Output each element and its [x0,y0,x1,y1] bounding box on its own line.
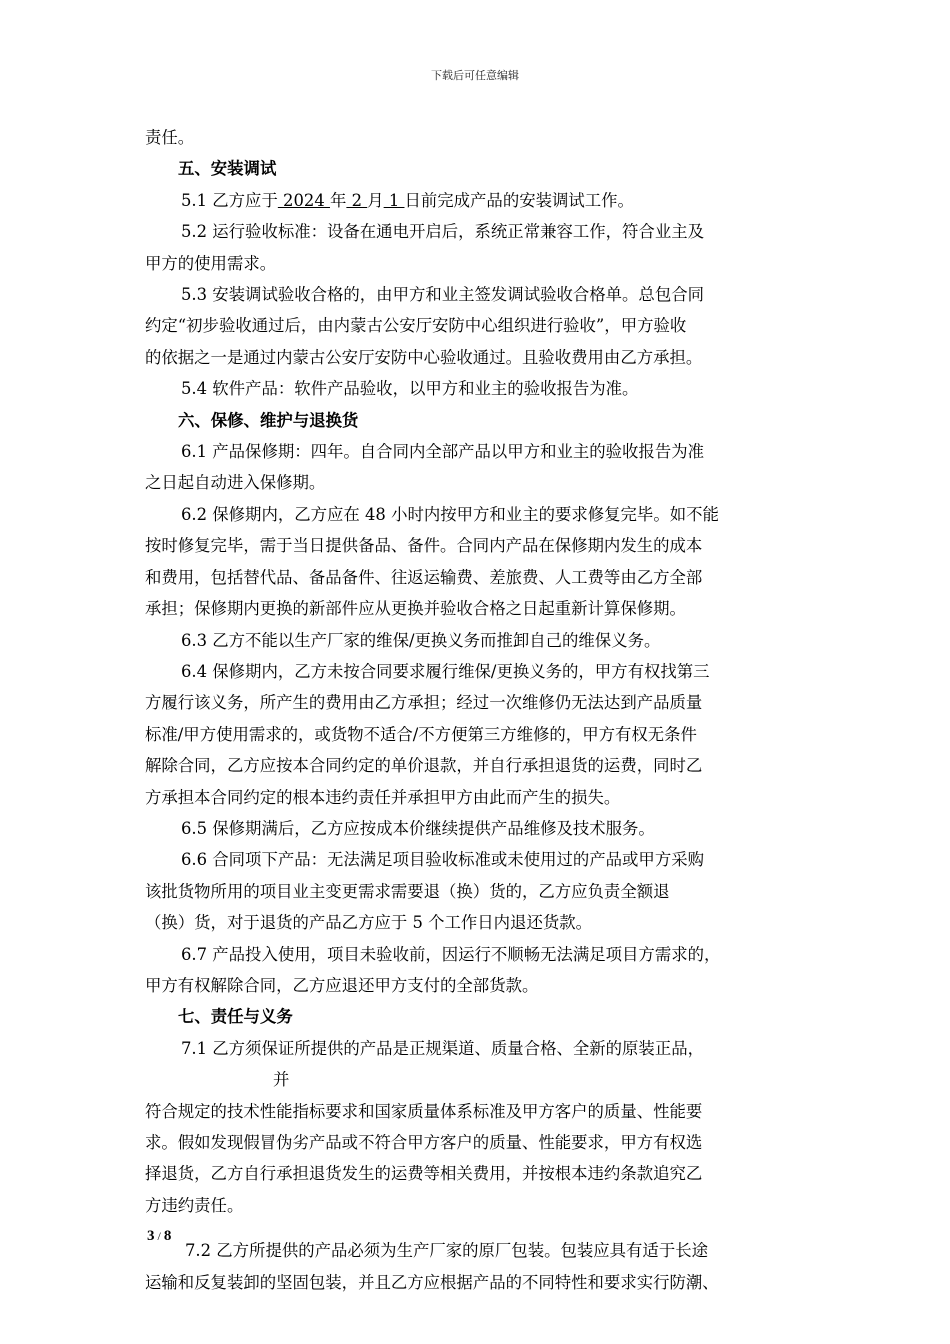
date-day: 1 [383,190,405,210]
clause-5-1: 5.1 乙方应于 2024 年 2 月 1 日前完成产品的安装调试工作。 [181,190,634,210]
paragraph-line: 和费用，包括替代品、备品备件、往返运输费、差旅费、人工费等由乙方全部 [145,567,703,587]
clause-5-2: 5.2 运行验收标准：设备在通电开启后，系统正常兼容工作，符合业主及 [181,222,704,242]
clause-7-1: 7.1 乙方须保证所提供的产品是正规渠道、质量合格、全新的原装正品， [181,1038,704,1058]
paragraph-line: 之日起自动进入保修期。 [145,473,326,493]
paragraph-gap [145,1221,815,1235]
paragraph-line: 运输和反复装卸的坚固包装，并且乙方应根据产品的不同特性和要求实行防潮、 [145,1272,719,1292]
clause-5-3: 5.3 安装调试验收合格的，由甲方和业主签发调试验收合格单。总包合同 [181,285,704,305]
clause-6-6: 6.6 合同项下产品：无法满足项目验收标准或未使用过的产品或甲方采购 [181,850,704,870]
paragraph-line: 的依据之一是通过内蒙古公安厅安防中心验收通过。且验收费用由乙方承担。 [145,347,703,367]
paragraph-line: 甲方有权解除合同，乙方应退还甲方支付的全部货款。 [145,975,539,995]
document-body [145,122,815,1298]
section-heading-6: 六、保修、维护与退换货 [178,410,359,430]
total-pages: 8 [163,1228,172,1244]
clause-5-4: 5.4 软件产品：软件产品验收，以甲方和业主的验收报告为准。 [181,379,639,399]
paragraph-line: 按时修复完毕，需于当日提供备品、备件。合同内产品在保修期内发生的成本 [145,536,703,556]
clause-6-1: 6.1 产品保修期：四年。自合同内全部产品以甲方和业主的验收报告为准 [181,442,704,462]
paragraph-line: 求。假如发现假冒伪劣产品或不符合甲方客户的质量、性能要求，甲方有权选 [145,1133,703,1152]
paragraph-line: （换）货，对于退货的产品乙方应于 5 个工作日内退还货款。 [145,913,593,933]
section-heading-5: 五、安装调试 [178,159,277,179]
paragraph-line: 方履行该义务，所产生的费用由乙方承担；经过一次维修仍无法达到产品质量 [145,693,703,713]
section-heading-7: 七、责任与义务 [178,1007,293,1027]
paragraph-line: 约定“初步验收通过后，由内蒙古公安厅安防中心组织进行验收”，甲方验收 [145,316,687,336]
paragraph-line: 责任。 [145,128,195,147]
clause-6-7: 6.7 产品投入使用，项目未验收前，因运行不顺畅无法满足项目方需求的， [181,944,721,964]
clause-6-5: 6.5 保修期满后，乙方应按成本价继续提供产品维修及技术服务。 [181,818,655,838]
current-page: 3 [147,1228,155,1244]
paragraph-line: 符合规定的技术性能指标要求和国家质量体系标准及甲方客户的质量、性能要 [145,1101,703,1121]
date-year: 2024 [277,190,330,210]
clause-6-3: 6.3 乙方不能以生产厂家的维保/更换义务而推卸自己的维保义务。 [181,630,661,650]
clause-7-2: 7.2 乙方所提供的产品必须为生产厂家的原厂包装。包装应具有适于长途 [185,1241,708,1261]
paragraph-line: 甲方的使用需求。 [145,253,277,273]
paragraph-line: 方承担本合同约定的根本违约责任并承担甲方由此而产生的损失。 [145,787,621,807]
clause-6-4: 6.4 保修期内，乙方未按合同要求履行维保/更换义务的，甲方有权找第三 [181,661,710,681]
page-header: 下载后可任意编辑 [431,69,519,82]
paragraph-line: 择退货，乙方自行承担退货发生的运费等相关费用，并按根本违约条款追究乙 [145,1164,703,1184]
paragraph-line: 方违约责任。 [145,1195,244,1215]
paragraph-line: 并 [273,1070,290,1090]
clause-6-2: 6.2 保修期内，乙方应在 48 小时内按甲方和业主的要求修复完毕。如不能 [181,504,719,524]
date-month: 2 [346,190,368,210]
page-number: 3 / 8 [147,1228,172,1244]
paragraph-line: 承担；保修期内更换的新部件应从更换并验收合格之日起重新计算保修期。 [145,599,686,619]
paragraph-line: 解除合同，乙方应按本合同约定的单价退款，并自行承担退货的运费，同时乙 [145,756,703,776]
paragraph-line: 该批货物所用的项目业主变更需求需要退（换）货的，乙方应负责全额退 [145,881,670,901]
paragraph-line: 标准/甲方使用需求的，或货物不适合/不方便第三方维修的，甲方有权无条件 [145,724,697,744]
